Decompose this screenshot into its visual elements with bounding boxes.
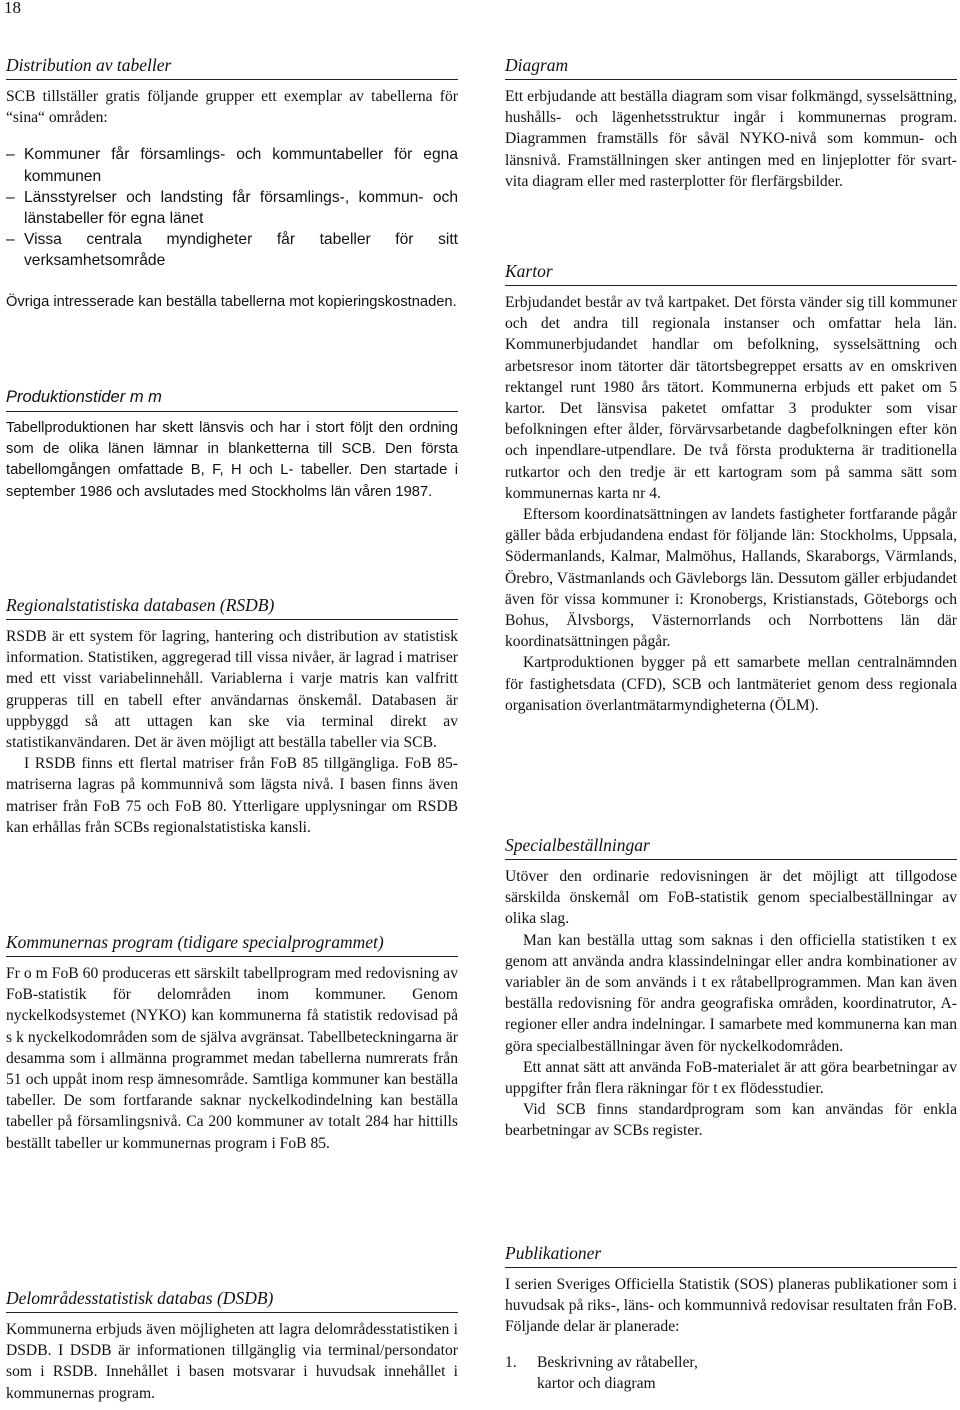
section-title: Diagram xyxy=(505,54,957,80)
paragraph: Övriga intresserade kan beställa tabellerna mot kopieringskostnaden. xyxy=(6,293,457,310)
section-dsdb xyxy=(6,1287,458,1404)
dash-list xyxy=(6,144,458,271)
paragraph: Kartproduktionen bygger på ett samarbete mellan centralnämnden för fastighetsdata (CFD), SCB och lantmäteriet genom dess regionala organisation överlantmätarmyndigheterna (ÖLM). xyxy=(505,654,957,714)
section-specialbestallningar xyxy=(505,834,957,1142)
page-number: 18 xyxy=(4,0,21,17)
paragraph: Kommunerna erbjuds även möjligheten att lagra delområdesstatistiken i DSDB. I DSDB är informationen tillgänglig via terminal/persondator som i RSDB. Innehållet i basen motsvarar i huvudsak innehållet i kommunernas program. xyxy=(6,1321,458,1402)
paragraph: Erbjudandet består av två kartpaket. Det första vänder sig till kommuner och det andra till regionala instanser och omfattar hela län. Kommunerbjudandet handlar om befolkning, sysselsättning och arbetsresor inom tätorter där tätortsbegreppet ersatts av en omskriven rektangel runt 1980 års tätort. Kommunerna erbjuds ett paket om 5 kartor. Det länsvisa paketet omfattar 3 produkter som visar befolkningen efter ålder, förvärvsarbetande dagbefolkningen efter kön och inpendlare-utpendlare. De två första produkterna är traditionella rutkartor och den tredje är ett kartogram som på samma sätt som kommunernas karta nr 4. xyxy=(505,294,957,502)
paragraph: I serien Sveriges Officiella Statistik (SOS) planeras publikationer som i huvudsak på riks-, läns- och kommunnivå redovisar resultaten från FoB. Följande delar är planerade: xyxy=(505,1276,957,1336)
section-title: Regionalstatistiska databasen (RSDB) xyxy=(6,594,458,620)
list-item: – Kommuner får församlings- och kommuntabeller för egna kommunen xyxy=(6,144,458,186)
section-kartor xyxy=(505,260,957,716)
section-title: Publikationer xyxy=(505,1242,957,1268)
paragraph: Ett erbjudande att beställa diagram som visar folkmängd, sysselsättning, hushålls- och lägenhetsstruktur ingår i kommunernas program. Diagrammen framställs för såväl NYKO-nivå som kommun- och länsnivå. Framställningen sker antingen med en linjeplotter för svart-vita diagram eller med rasterplotter för flerfärgsbilder. xyxy=(505,88,957,190)
section-title: Specialbeställningar xyxy=(505,834,957,860)
section-distribution xyxy=(6,54,458,313)
section-title: Kommunernas program (tidigare specialprogrammet) xyxy=(6,931,458,957)
paragraph: Ett annat sätt att använda FoB-materialet är att göra bearbetningar av uppgifter från flera räkningar för t ex flödesstudier. xyxy=(505,1058,957,1098)
paragraph: Vid SCB finns standardprogram som kan användas för enkla bearbetningar av SCBs register. xyxy=(505,1101,957,1140)
section-title: Distribution av tabeller xyxy=(6,54,458,80)
list-text: Beskrivning av råtabeller, xyxy=(537,1353,698,1371)
paragraph: RSDB är ett system för lagring, hantering och distribution av statistisk information. Statistiken, aggregerad till vissa nivåer, är lagrad i matriser med ett visst variabelinnehåll. Variablerna i varje matris kan valfritt grupperas till en tabell efter användarnas önskemål. Databasen är uppbyggd så att uttagen kan ske via terminal direkt av statistikanvändaren. Det är även möjligt att beställa tabeller via SCB. xyxy=(6,628,458,752)
paragraph: I RSDB finns ett flertal matriser från FoB 85 tillgängliga. FoB 85-matriserna lagras på kommunnivå som lägsta nivå. I basen finns även matriser från FoB 75 och FoB 80. Ytterligare upplysningar om RSDB kan erhållas från SCBs regionalstatistiska kansli. xyxy=(6,755,458,836)
section-title: Delområdesstatistisk databas (DSDB) xyxy=(6,1287,458,1313)
list-item xyxy=(505,1352,957,1394)
paragraph: Fr o m FoB 60 produceras ett särskilt tabellprogram med redovisning av FoB-statistik för delområden inom kommuner. Genom nyckelkodsystemet (NYKO) kan kommunerna få statistik redovisad på s k nyckelkodområden som de själva avgränsat. Tabellbeteckningarna är desamma som i allmänna programmet medan tabellerna numrerats från 51 och uppåt inom resp ämnesområde. Samtliga kommuner kan beställa tabeller. De som fortfarande saknar nyckelkodindelning kan beställa tabeller på församlingsnivå. Ca 200 kommuner av totalt 284 har hittills beställt tabeller ur kommunernas program i FoB 85. xyxy=(6,965,458,1152)
list-item: – Länsstyrelser och landsting får församlings-, kommun- och länstabeller för egna länet xyxy=(6,187,458,229)
list-text: kartor och diagram xyxy=(537,1374,656,1392)
section-publikationer xyxy=(505,1242,957,1394)
section-rsdb xyxy=(6,594,458,838)
paragraph: Utöver den ordinarie redovisningen är det möjligt att tillgodose särskilda önskemål om FoB-statistik genom specialbeställningar av olika slag. xyxy=(505,868,957,928)
section-kommunernas-program xyxy=(6,931,458,1154)
list-item: – Vissa centrala myndigheter får tabeller för sitt verksamhetsområde xyxy=(6,229,458,271)
section-title: Kartor xyxy=(505,260,957,286)
paragraph: SCB tillställer gratis följande grupper ett exemplar av tabellerna för “sina“ områden: xyxy=(6,88,458,127)
numbered-list xyxy=(505,1352,957,1394)
section-diagram xyxy=(505,54,957,192)
list-number: 1. xyxy=(505,1353,517,1371)
section-produktionstider xyxy=(6,386,458,503)
section-title: Produktionstider m m xyxy=(6,386,458,412)
paragraph: Man kan beställa uttag som saknas i den officiella statistiken t ex genom att använda andra klassindelningar eller andra kombinationer av variabler än de som används i t ex råtabellprogrammen. Man kan även beställa redovisning för andra geografiska områden, koordinatrutor, A-regioner eller andra indelningar. I samarbete med kommunerna kan man göra specialbeställningar även för nyckelkodområden. xyxy=(505,931,957,1055)
paragraph: Tabellproduktionen har skett länsvis och har i stort följt den ordning som de olika länen lämnar in blanketterna till SCB. Den första tabellomgången omfattade B, F, H och L- tabeller. Den startade i september 1986 och avslutades med Stockholms län våren 1987. xyxy=(6,420,458,500)
paragraph: Eftersom koordinatsättningen av landets fastigheter fortfarande pågår gäller båda erbjudandena endast för följande län: Stockholms, Uppsala, Södermanlands, Kalmar, Malmöhus, Hallands, Skaraborgs, Värmlands, Örebro, Västmanlands och Gävleborgs län. Dessutom gäller erbjudandet även för vissa kommuner i: Kronobergs, Kristianstads, Göteborgs och Bohus, Älvsborgs, Västernorrlands och Norrbottens län där koordinatsättningen pågår. xyxy=(505,506,957,651)
